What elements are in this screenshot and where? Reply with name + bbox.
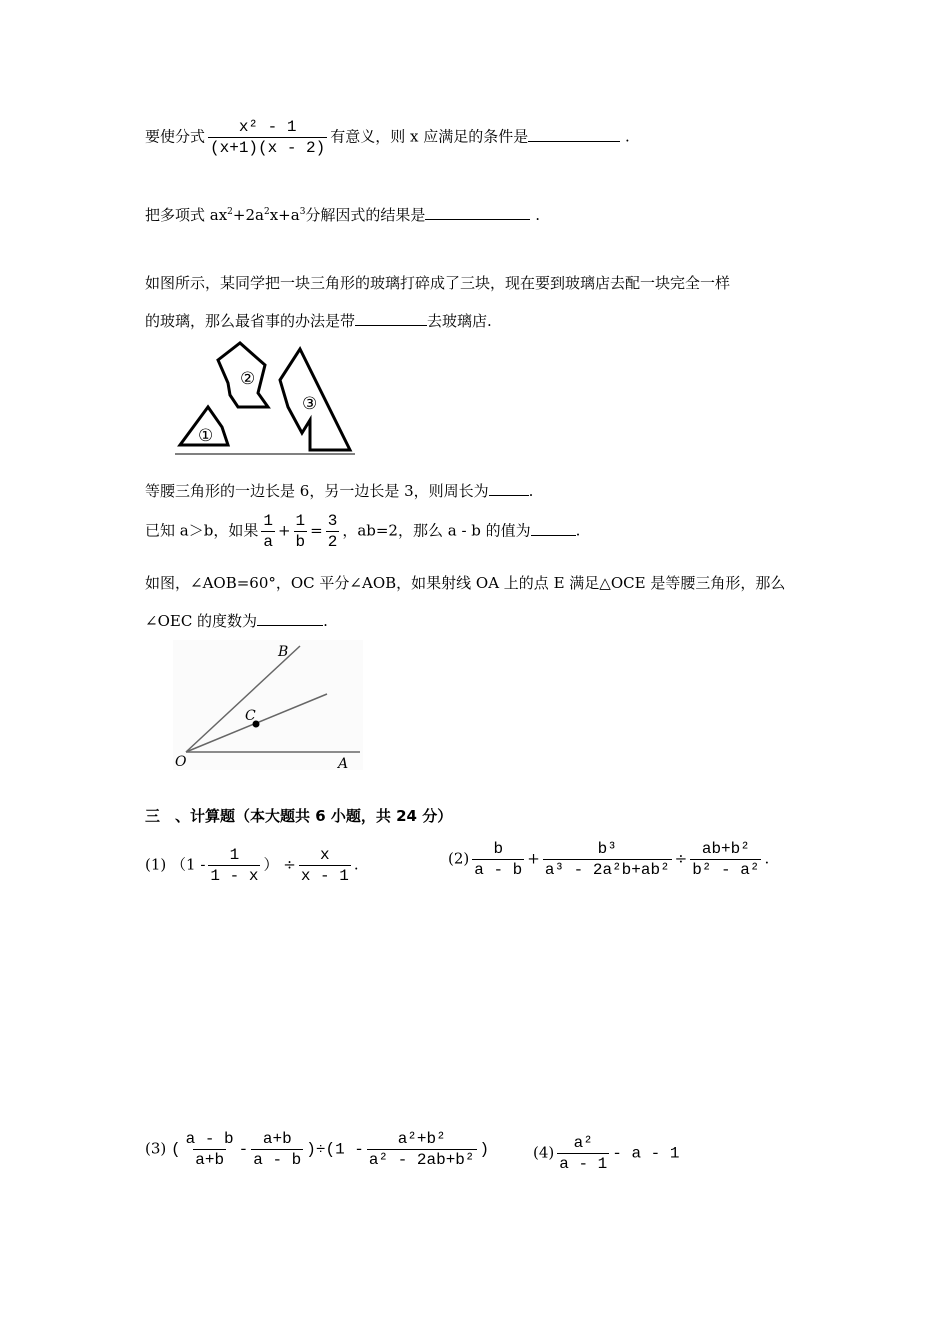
piece-label-1: ① bbox=[198, 426, 214, 446]
fraction bbox=[181, 1130, 239, 1169]
fraction bbox=[291, 512, 311, 551]
fraction bbox=[258, 512, 278, 551]
numerator: a²+b² bbox=[397, 1130, 446, 1148]
numerator: a+b bbox=[262, 1130, 292, 1148]
fraction bbox=[248, 1130, 306, 1169]
text: 有意义，则 x 应满足的条件是 bbox=[330, 127, 529, 146]
text: ） bbox=[263, 855, 279, 874]
text: . bbox=[535, 206, 540, 224]
denominator: a - b bbox=[474, 861, 523, 879]
text: . bbox=[625, 127, 630, 146]
label-c: C bbox=[245, 708, 256, 724]
numerator: 1 bbox=[229, 846, 240, 864]
numerator: b bbox=[493, 840, 504, 858]
text: - bbox=[238, 1140, 249, 1159]
fraction bbox=[687, 840, 764, 879]
text: = bbox=[310, 521, 323, 540]
question-angle-line1: 如图，∠AOB=60°，OC 平分∠AOB，如果射线 OA 上的点 E 满足△OCE 是等腰三角形，那么 bbox=[145, 574, 786, 592]
numerator: x² - 1 bbox=[238, 118, 297, 136]
fraction bbox=[364, 1130, 480, 1169]
numerator: 1 bbox=[263, 512, 273, 530]
fraction bbox=[554, 1134, 612, 1173]
label: (3) bbox=[145, 1139, 167, 1158]
fraction bbox=[205, 846, 263, 885]
label-a: A bbox=[338, 756, 349, 772]
label-b: B bbox=[278, 644, 289, 660]
answer-blank[interactable] bbox=[528, 127, 620, 142]
label: (4) bbox=[533, 1143, 555, 1162]
fraction bbox=[296, 846, 354, 885]
text: 去玻璃店. bbox=[427, 312, 492, 330]
text: . bbox=[528, 482, 534, 500]
numerator: x bbox=[320, 846, 330, 864]
broken-glass-figure bbox=[170, 335, 360, 460]
text: 已知 a＞b，如果 bbox=[145, 521, 259, 540]
question-isosceles-perimeter bbox=[145, 480, 533, 501]
denominator: a+b bbox=[195, 1151, 225, 1169]
numerator: ab+b² bbox=[701, 840, 750, 858]
label: (1) bbox=[145, 855, 167, 874]
text: - a - 1 bbox=[612, 1144, 680, 1163]
text: ，ab=2，那么 a - b 的值为 bbox=[342, 521, 531, 540]
answer-blank[interactable] bbox=[531, 521, 576, 536]
text: ÷ bbox=[283, 855, 296, 874]
denominator: a² - 2ab+b² bbox=[368, 1151, 475, 1169]
label: (2) bbox=[448, 849, 470, 868]
question-glass-line2 bbox=[145, 310, 492, 331]
problem-4 bbox=[533, 1134, 679, 1173]
numerator: a - b bbox=[185, 1130, 234, 1148]
problem-2 bbox=[448, 840, 769, 879]
section-heading: 三 、计算题（本大题共 6 小题，共 24 分） bbox=[145, 807, 453, 825]
text: 等腰三角形的一边长是 6，另一边长是 3，则周长为 bbox=[145, 482, 489, 500]
question-angle-line2 bbox=[145, 610, 328, 631]
problem-3 bbox=[145, 1130, 489, 1169]
question-glass-line1: 如图所示，某同学把一块三角形的玻璃打碎成了三块，现在要到玻璃店去配一块完全一样 bbox=[145, 274, 731, 292]
denominator: b² - a² bbox=[692, 861, 760, 879]
text: （1 - bbox=[171, 855, 206, 874]
problem-1 bbox=[145, 846, 359, 885]
numerator: 3 bbox=[327, 512, 338, 530]
denominator: b bbox=[295, 533, 306, 551]
fraction bbox=[469, 840, 527, 879]
text: ∠OEC 的度数为 bbox=[145, 612, 258, 630]
text: 分解因式的结果是 bbox=[305, 206, 426, 224]
text: x+a bbox=[269, 206, 300, 224]
label-o: O bbox=[175, 754, 187, 770]
numerator: a² bbox=[573, 1134, 593, 1152]
exp: 3 bbox=[299, 207, 306, 217]
text: + bbox=[277, 521, 291, 540]
text: 要使分式 bbox=[145, 127, 206, 146]
answer-blank[interactable] bbox=[489, 481, 529, 496]
fraction bbox=[323, 512, 343, 551]
denominator: a - b bbox=[253, 1151, 302, 1169]
text: . bbox=[764, 849, 770, 868]
text: ) bbox=[479, 1140, 490, 1159]
question-fraction-condition bbox=[145, 118, 630, 157]
text: +2a bbox=[232, 206, 264, 224]
text: . bbox=[323, 612, 328, 630]
text: )÷(1 - bbox=[306, 1140, 364, 1159]
denominator: (x+1)(x - 2) bbox=[210, 139, 326, 157]
answer-blank[interactable] bbox=[425, 205, 530, 220]
numerator: b³ bbox=[597, 840, 617, 858]
text: 的玻璃，那么最省事的办法是带 bbox=[145, 312, 356, 330]
denominator: a bbox=[263, 533, 273, 551]
exp: 2 bbox=[263, 207, 270, 217]
fraction bbox=[205, 118, 330, 157]
piece-label-3: ③ bbox=[302, 394, 318, 414]
text: ÷ bbox=[674, 849, 688, 868]
denominator: a - 1 bbox=[559, 1155, 608, 1173]
question-factorize bbox=[145, 204, 540, 225]
denominator: 1 - x bbox=[210, 867, 259, 885]
numerator: 1 bbox=[295, 512, 306, 530]
text: ( bbox=[171, 1140, 181, 1159]
denominator: a³ - 2a²b+ab² bbox=[544, 861, 670, 879]
answer-blank[interactable] bbox=[355, 311, 427, 326]
text: . bbox=[575, 521, 581, 540]
piece-label-2: ② bbox=[240, 369, 256, 389]
text: 把多项式 ax bbox=[145, 206, 228, 224]
exp: 2 bbox=[227, 207, 233, 217]
answer-blank[interactable] bbox=[257, 611, 323, 626]
text: + bbox=[527, 849, 540, 868]
denominator: 2 bbox=[327, 533, 338, 551]
question-a-minus-b bbox=[145, 512, 580, 551]
angle-figure bbox=[170, 638, 365, 773]
text: . bbox=[353, 855, 359, 874]
denominator: x - 1 bbox=[300, 867, 349, 885]
fraction bbox=[540, 840, 675, 879]
